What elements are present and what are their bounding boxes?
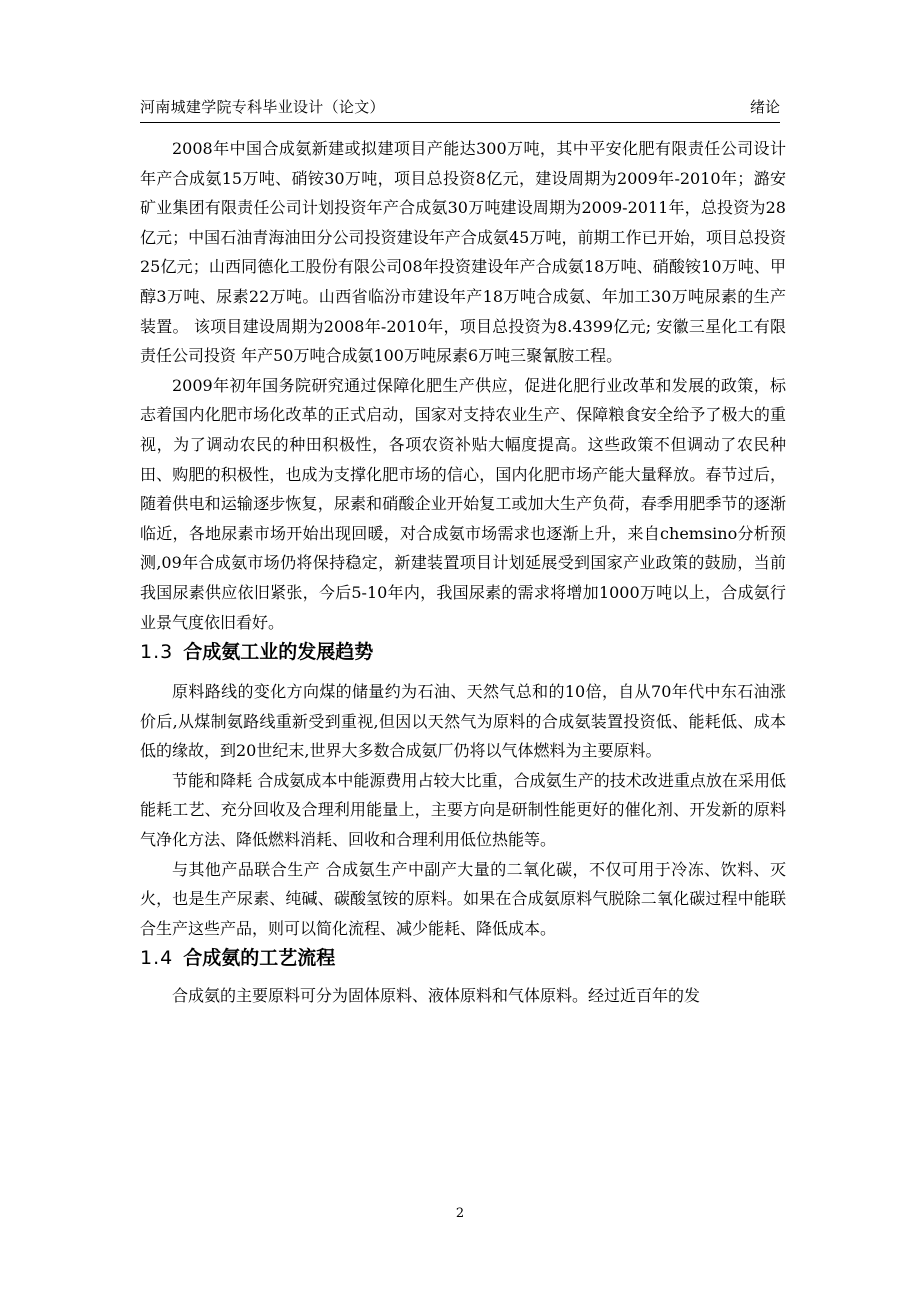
section-heading-1-3 xyxy=(140,637,786,665)
body-paragraph: 原料路线的变化方向煤的储量约为石油、天然气总和的10倍，自从70年代中东石油涨价后,从煤制氨路线重新受到重视,但因以天然气为原料的合成氨装置投资低、能耗低、成本低的缘故，到20世纪末,世界大多数合成氨厂仍将以气体燃料为主要原料。 xyxy=(140,682,786,761)
section-heading-1-4 xyxy=(140,943,786,971)
body-paragraph: 节能和降耗 合成氨成本中能源费用占较大比重，合成氨生产的技术改进重点放在采用低能耗工艺、充分回收及合理利用能量上，主要方向是研制性能更好的催化剂、开发新的原料气净化方法、降低燃料消耗、回收和合理利用低位热能等。 xyxy=(140,770,786,850)
section-title: 合成氨的工艺流程 xyxy=(183,947,336,970)
header-chapter-title: 绪论 xyxy=(749,98,780,116)
section-number: 1.3 xyxy=(140,641,174,664)
body-paragraph: 2008年中国合成氨新建或拟建项目产能达300万吨，其中平安化肥有限责任公司设计年产合成氨15万吨、硝铵30万吨，项目总投资8亿元，建设周期为2009年-2010年；潞安矿业集团有限责任公司计划投资年产合成氨30万吨建设周期为2009-2011年，总投资为28亿元；中国石油青海油田分公司投资建设年产合成氨45万吨，前期工作已开始，项目总投资25亿元；山西同德化工股份有限公司08年投资建设年产合成氨18万吨、硝酸铵10万吨、甲醇3万吨、尿素22万吨。山西省临汾市建设年产18万吨合成氨、年加工30万吨尿素的生产装置。 该项目建设周期为2008年-2010年，项目总投资为8.4399亿元; 安徽三星化工有限责任公司投资 年产50万吨合成氨100万吨尿素6万吨三聚氰胺工程。 xyxy=(140,139,786,366)
body-paragraph: 合成氨的主要原料可分为固体原料、液体原料和气体原料。经过近百年的发 xyxy=(172,986,701,1006)
page-header xyxy=(140,92,780,123)
page-body xyxy=(140,134,786,1011)
page-number: 2 xyxy=(455,1206,465,1221)
section-number: 1.4 xyxy=(140,947,174,970)
header-thesis-title: 河南城建学院专科毕业设计（论文） xyxy=(140,98,385,116)
body-paragraph: 与其他产品联合生产 合成氨生产中副产大量的二氧化碳，不仅可用于冷冻、饮料、灭火，也是生产尿素、纯碱、碳酸氢铵的原料。如果在合成氨原料气脱除二氧化碳过程中能联合生产这些产品，则可以简化流程、减少能耗、降低成本。 xyxy=(140,859,786,938)
body-paragraph: 2009年初年国务院研究通过保障化肥生产供应，促进化肥行业改革和发展的政策，标志着国内化肥市场化改革的正式启动，国家对支持农业生产、保障粮食安全给予了极大的重视，为了调动农民的种田积极性，各项农资补贴大幅度提高。这些政策不但调动了农民种田、购肥的积极性，也成为支撑化肥市场的信心，国内化肥市场产能大量释放。春节过后，随着供电和运输逐步恢复，尿素和硝酸企业开始复工或加大生产负荷，春季用肥季节的逐渐临近，各地尿素市场开始出现回暖，对合成氨市场需求也逐渐上升，来自chemsino分析预测,09年合成氨市场仍将保持稳定，新建装置项目计划延展受到国家产业政策的鼓励，当前我国尿素供应依旧紧张，今后5-10年内，我国尿素的需求将增加1000万吨以上，合成氨行业景气度依旧看好。 xyxy=(140,375,786,632)
section-title: 合成氨工业的发展趋势 xyxy=(183,641,374,664)
